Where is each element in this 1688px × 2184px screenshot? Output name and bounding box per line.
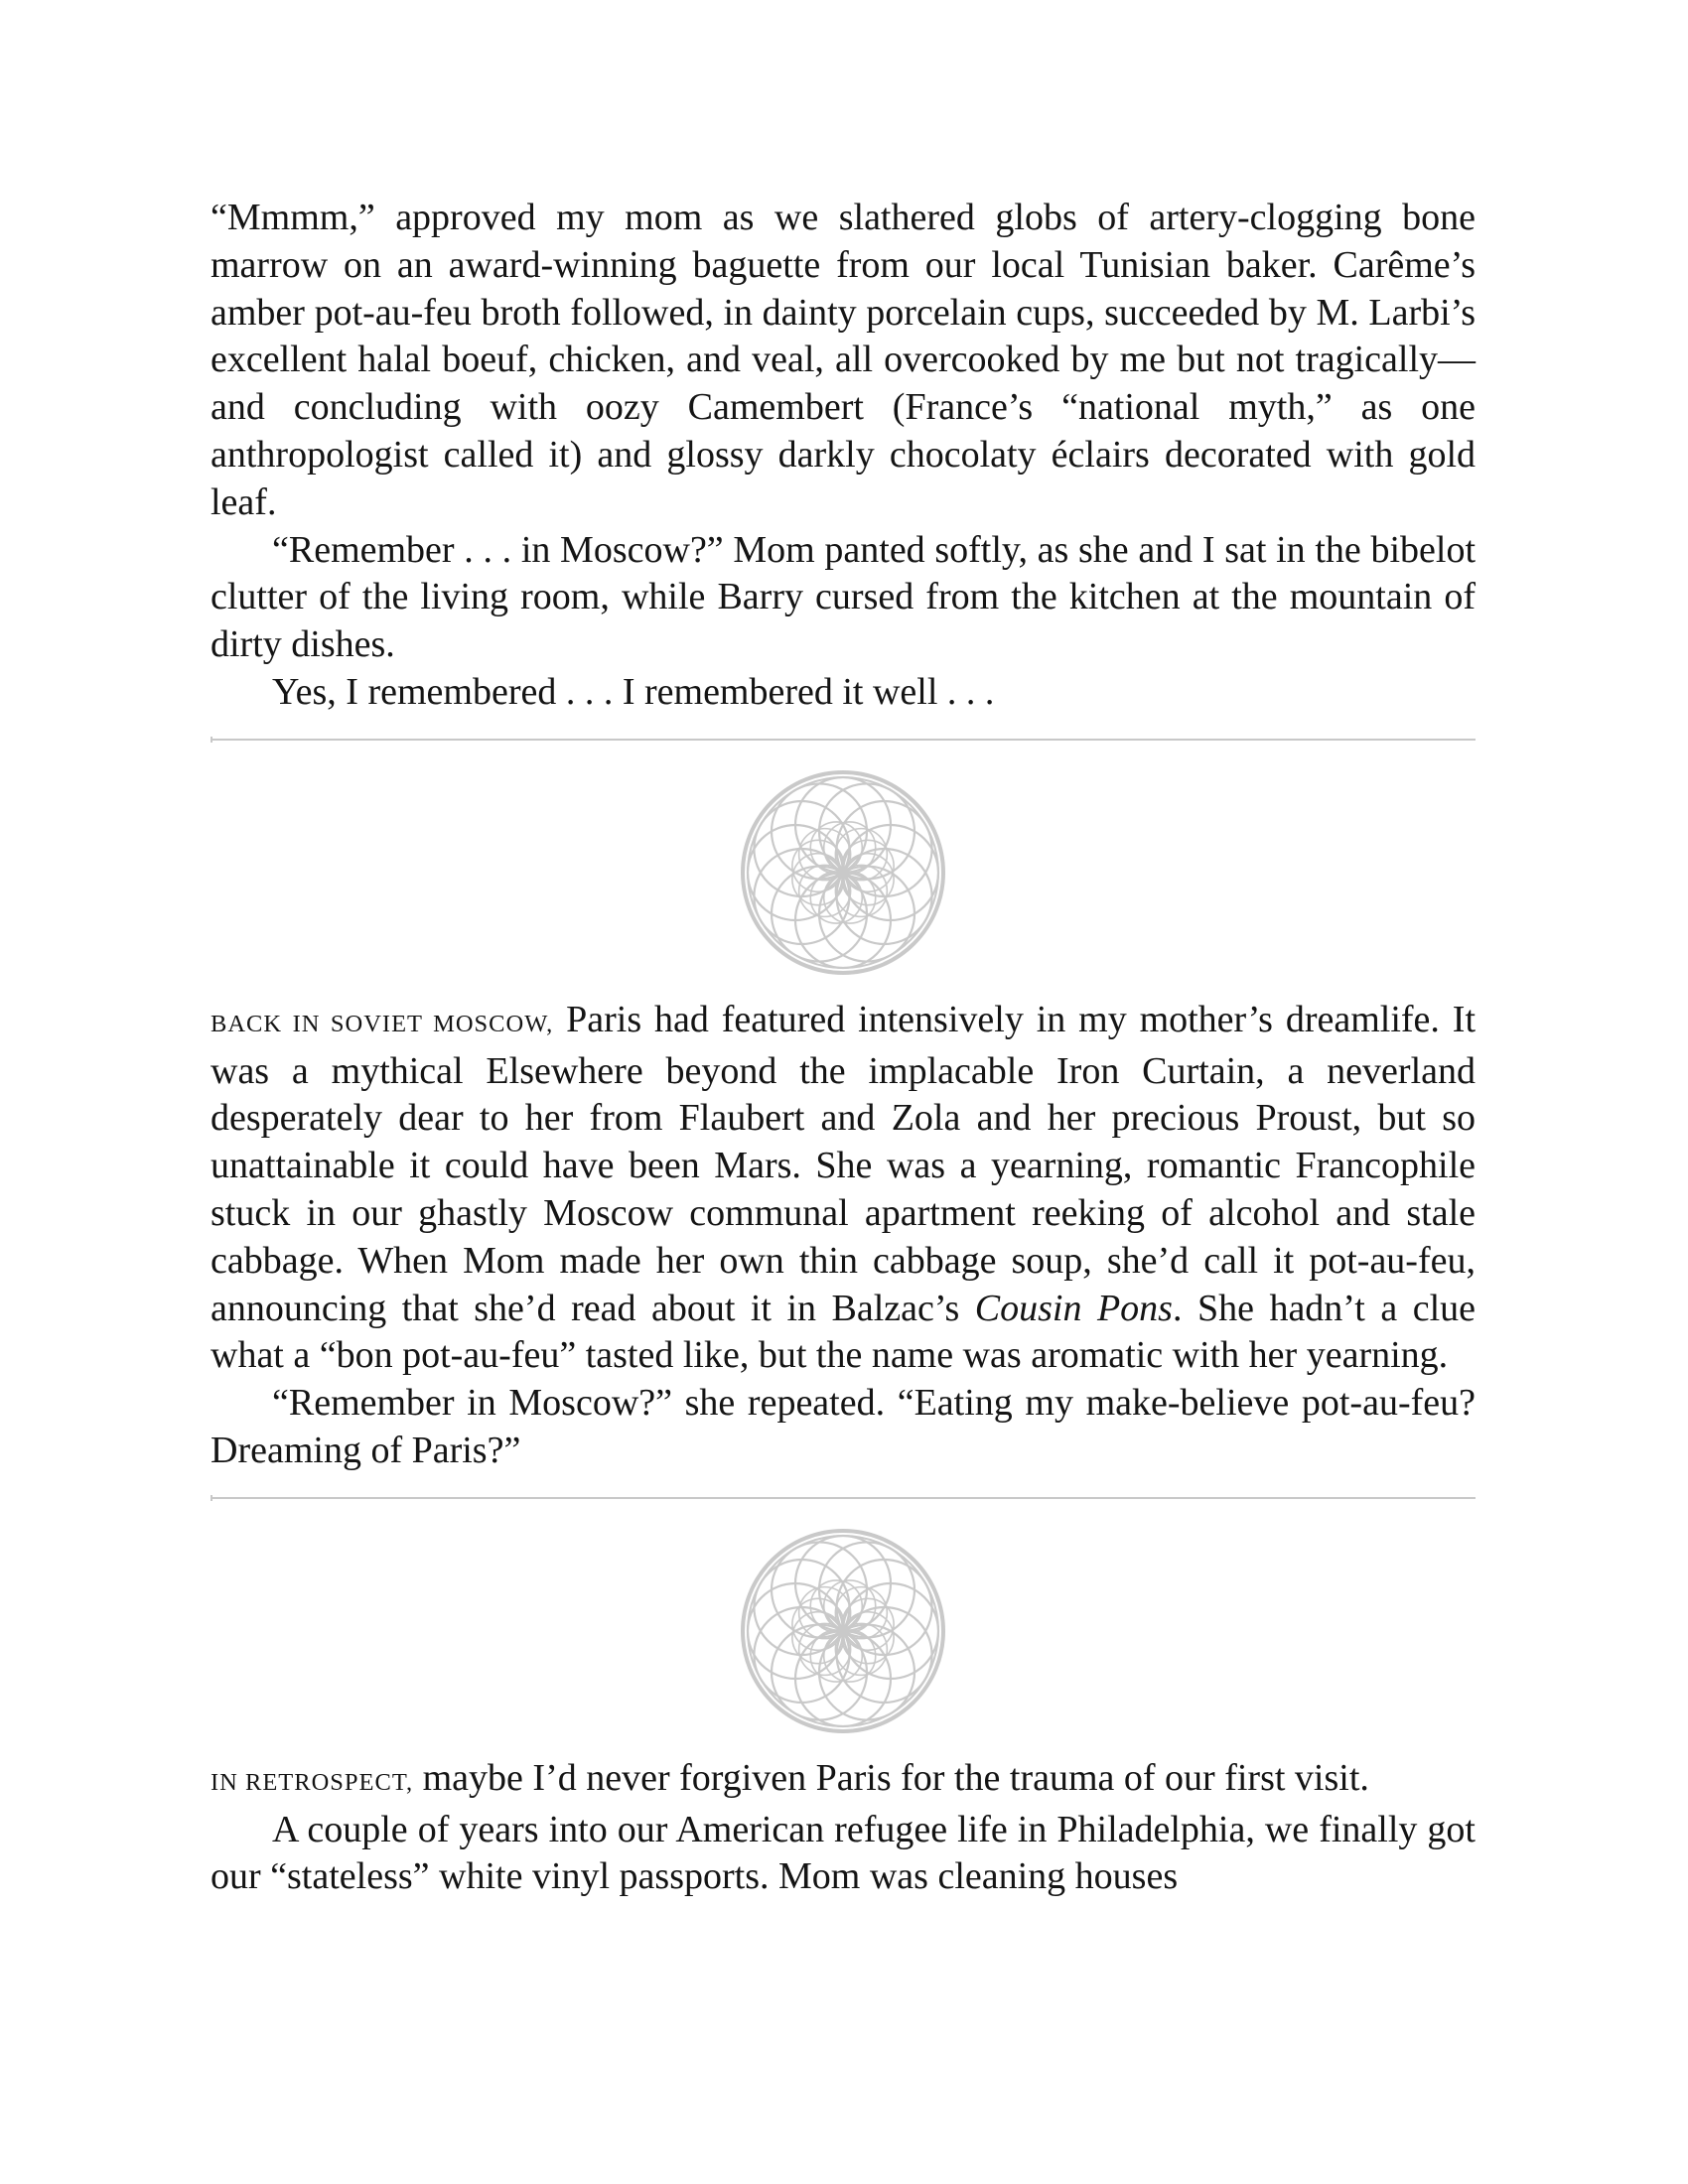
paragraph: “Mmmm,” approved my mom as we slathered globs of artery-clogging bone marrow on an award-winning baguette from our local Tunisian baker. Carême’s amber pot-au-feu broth followed, in dainty porcelain cups, succeeded by M. Larbi’s excellent halal boeuf, chicken, and veal, all overcooked by me but not tragically—and concluding with oozy Camembert (France’s “national myth,” as one anthropologist called it) and glossy darkly chocolaty éclairs decorated with gold leaf. [211, 197, 1476, 523]
rosette-ornament-icon [738, 1526, 948, 1736]
small-caps-lead-in: BACK IN SOVIET MOSCOW, [211, 1010, 554, 1037]
section-break [211, 1526, 1476, 1736]
section-break [211, 767, 1476, 978]
paragraph [211, 1755, 1476, 1807]
book-title: Cousin Pons [974, 1287, 1173, 1329]
paragraph-text: . She hadn’t a clue what a “bon pot-au-feu” tasted like, but the name was aromatic with her yearning. [211, 1287, 1476, 1377]
paragraph: Yes, I remembered . . . I remembered it well . . . [272, 670, 995, 713]
section-divider [211, 1497, 1476, 1499]
book-page [211, 195, 1476, 1901]
paragraph: A couple of years into our American refugee life in Philadelphia, we finally got our “stateless” white vinyl passports. Mom was cleaning houses [211, 1808, 1476, 1898]
paragraph [211, 997, 1476, 1380]
paragraph: “Remember in Moscow?” she repeated. “Eating my make-believe pot-au-feu? Dreaming of Paris?” [211, 1382, 1476, 1471]
small-caps-lead-in: IN RETROSPECT, [211, 1768, 414, 1796]
paragraph-text: maybe I’d never forgiven Paris for the trauma of our first visit. [413, 1756, 1369, 1799]
paragraph: “Remember . . . in Moscow?” Mom panted softly, as she and I sat in the bibelot clutter of the living room, while Barry cursed from the kitchen at the mountain of dirty dishes. [211, 528, 1476, 666]
paragraph-text: Paris had featured intensively in my mother’s dreamlife. It was a mythical Elsewhere beyond the implacable Iron Curtain, a neverland desperately dear to her from Flaubert and Zola and her precious Proust, but so unattainable it could have been Mars. She was a yearning, romantic Francophile stuck in our ghastly Moscow communal apartment reeking of alcohol and stale cabbage. When Mom made her own thin cabbage soup, she’d call it pot-au-feu, announcing that she’d read about it in Balzac’s [211, 998, 1477, 1329]
rosette-ornament-icon [738, 767, 948, 978]
section-divider [211, 739, 1476, 741]
